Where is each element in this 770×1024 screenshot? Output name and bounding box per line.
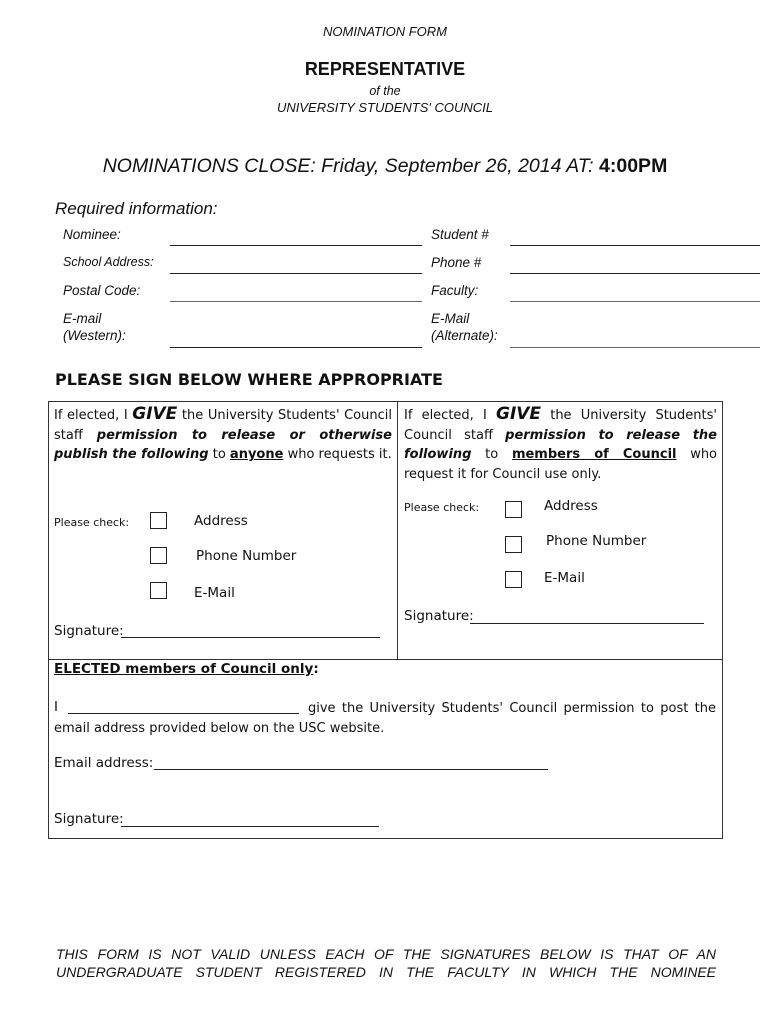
right-phone-label: Phone Number [546,533,647,549]
nominee-label: Nominee: [63,227,121,242]
form-title: REPRESENTATIVE [304,59,466,79]
row-divider [48,659,723,660]
email-address-field[interactable] [154,769,548,770]
right-email-checkbox[interactable] [505,571,522,588]
right-phone-checkbox[interactable] [505,536,522,553]
column-divider [397,401,398,659]
right-please-check: Please check: [404,501,480,514]
anyone-text: anyone [229,447,284,462]
left-permission-text: If elected, I GIVE the University Students' Council staff permission to release or otherwise publish the following to anyone who requests it. [54,404,392,462]
left-email-label: E-Mail [194,585,235,601]
email-address-label: Email address: [54,755,154,771]
elected-signature-label: Signature: [54,811,124,827]
left-phone-label: Phone Number [196,548,297,564]
left-signature-field[interactable] [121,637,380,638]
right-give: GIVE [495,404,542,424]
required-info-heading: Required information: [55,199,218,218]
faculty-field[interactable] [510,301,760,302]
of-the-text: of the [369,84,401,98]
school-address-label: School Address: [63,255,154,269]
email-alternate-label-2: (Alternate): [431,328,498,343]
footer-line-2: UNDERGRADUATE STUDENT REGISTERED IN THE FACULTY IN WHICH THE NOMINEE [56,964,716,980]
postal-code-field[interactable] [170,301,422,302]
left-please-check: Please check: [54,516,130,529]
right-signature-label: Signature: [404,608,474,624]
faculty-label: Faculty: [431,283,479,298]
elected-consent-text: give the University Students' Council permission to post the email address provided below on the USC website. [54,701,716,736]
close-time: 4:00PM [599,155,668,177]
members-of-council-text: members of Council [511,447,677,462]
close-date: NOMINATIONS CLOSE: Friday, September 26, 2014 AT: [102,155,594,177]
right-email-label: E-Mail [544,570,585,586]
email-western-label-2: (Western): [63,328,126,343]
footer-line-1: THIS FORM IS NOT VALID UNLESS EACH OF THE SIGNATURES BELOW IS THAT OF AN [56,946,716,962]
email-western-label-1: E-mail [63,311,102,326]
student-number-label: Student # [431,227,489,242]
left-give: GIVE [132,404,178,424]
postal-code-label: Postal Code: [63,283,141,298]
right-address-checkbox[interactable] [505,501,522,518]
nominations-close [0,155,770,178]
left-address-checkbox[interactable] [150,512,167,529]
left-signature-label: Signature: [54,623,124,639]
right-address-label: Address [544,498,598,514]
left-email-checkbox[interactable] [150,582,167,599]
left-address-label: Address [194,513,248,529]
elected-signature-field[interactable] [121,826,379,827]
email-western-field[interactable] [170,347,422,348]
nominee-field[interactable] [170,245,422,246]
right-permission-text: If elected, I GIVE the University Students' Council staff permission to release the following to members of Council who request it for Council use only. [404,404,718,482]
council-name: UNIVERSITY STUDENTS' COUNCIL [276,100,494,115]
elected-i-label: I [54,699,58,715]
right-signature-field[interactable] [470,623,704,624]
email-alternate-field[interactable] [510,347,760,348]
email-alternate-label-1: E-Mail [431,311,470,326]
phone-field[interactable] [510,273,760,274]
sign-heading: PLEASE SIGN BELOW WHERE APPROPRIATE [55,370,443,389]
phone-label: Phone # [431,255,482,270]
elected-heading: ELECTED members of Council only: [54,661,319,677]
school-address-field[interactable] [170,273,422,274]
student-number-field[interactable] [510,245,760,246]
form-type: NOMINATION FORM [323,24,447,39]
left-phone-checkbox[interactable] [150,547,167,564]
